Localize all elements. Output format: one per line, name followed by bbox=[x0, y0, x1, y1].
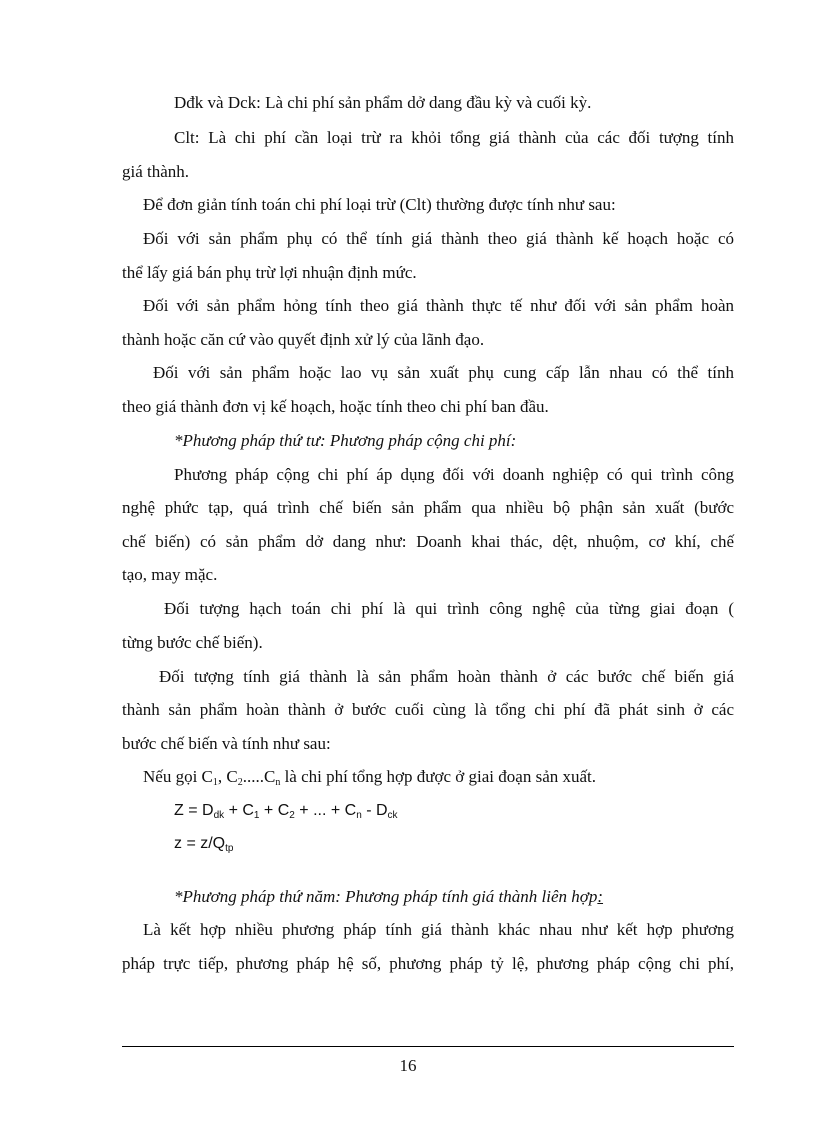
paragraph-defect-line1: Đối với sản phẩm hỏng tính theo giá thành thực tế như đối với sản phẩm hoàn bbox=[143, 296, 734, 315]
paragraph-combined-line1: Là kết hợp nhiều phương pháp tính giá thành khác nhau như kết hợp phương bbox=[143, 920, 734, 939]
paragraph-costing-object-line2: thành sản phẩm hoàn thành ở bước cuối cùng là tổng chi phí đã phát sinh ở các bbox=[122, 700, 734, 719]
paragraph-costing-object-line3: bước chế biến và tính như sau: bbox=[122, 734, 331, 753]
paragraph-cost-add-line1: Phương pháp cộng chi phí áp dụng đối với doanh nghiệp có qui trình công bbox=[174, 465, 734, 484]
paragraph-simplify: Để đơn giản tính toán chi phí loại trừ (Clt) thường được tính như sau: bbox=[143, 195, 616, 214]
paragraph-accounting-object-line2: từng bước chế biến). bbox=[122, 633, 263, 652]
heading-method-four: *Phương pháp thứ tư: Phương pháp cộng chi phí: bbox=[174, 431, 517, 450]
paragraph-costing-object-line1: Đối tượng tính giá thành là sản phẩm hoàn thành ở các bước chế biến giá bbox=[159, 667, 734, 686]
formula-total-cost: $Z = D_{dk} + C_1 + C_2$ + ... + $C_n - D_{ck}$ bbox=[174, 802, 398, 821]
paragraph-accounting-object-line1: Đối tượng hạch toán chi phí là qui trình công nghệ của từng giai đoạn ( bbox=[164, 599, 734, 618]
formula-unit-cost: $z = z/Q_{tp}$ bbox=[174, 835, 234, 854]
paragraph-clt-line2: giá thành. bbox=[122, 162, 190, 181]
footer-divider bbox=[122, 1046, 734, 1047]
paragraph-defect-line2: thành hoặc căn cứ vào quyết định xử lý của lãnh đạo. bbox=[122, 330, 485, 349]
paragraph-if-call-c: Nếu gọi $C_1$, $C_2.....C_n$ là chi phí tổng hợp được ở giai đoạn sản xuất. bbox=[143, 767, 597, 788]
paragraph-combined-line2: pháp trực tiếp, phương pháp hệ số, phương pháp tỷ lệ, phương pháp cộng chi phí, bbox=[122, 954, 734, 973]
paragraph-byproduct-line2: thể lấy giá bán phụ trừ lợi nhuận định mức. bbox=[122, 263, 417, 282]
paragraph-clt-line1: Clt: Là chi phí cần loại trừ ra khỏi tổng giá thành của các đối tượng tính bbox=[174, 128, 734, 147]
paragraph-auxiliary-line2: theo giá thành đơn vị kế hoạch, hoặc tính theo chi phí ban đầu. bbox=[122, 397, 549, 416]
paragraph-cost-add-line4: tạo, may mặc. bbox=[122, 565, 218, 584]
paragraph-cost-add-line2: nghệ phức tạp, quá trình chế biến sản phẩm qua nhiều bộ phận sản xuất (bước bbox=[122, 498, 734, 517]
paragraph-byproduct-line1: Đối với sản phẩm phụ có thể tính giá thành theo giá thành kế hoạch hoặc có bbox=[143, 229, 734, 248]
heading-method-five: *Phương pháp thứ năm: Phương pháp tính giá thành liên hợp: bbox=[174, 887, 604, 906]
paragraph-auxiliary-line1: Đối với sản phẩm hoặc lao vụ sản xuất phụ cung cấp lẫn nhau có thể tính bbox=[153, 363, 734, 382]
page-number: 16 bbox=[399, 1056, 417, 1075]
paragraph-cost-add-line3: chế biến) có sản phẩm dở dang như: Doanh khai thác, dệt, nhuộm, cơ khí, chế bbox=[122, 532, 734, 551]
paragraph-dk-dck: Dđk và Dck: Là chi phí sản phẩm dở dang đầu kỳ và cuối kỳ. bbox=[174, 93, 592, 112]
